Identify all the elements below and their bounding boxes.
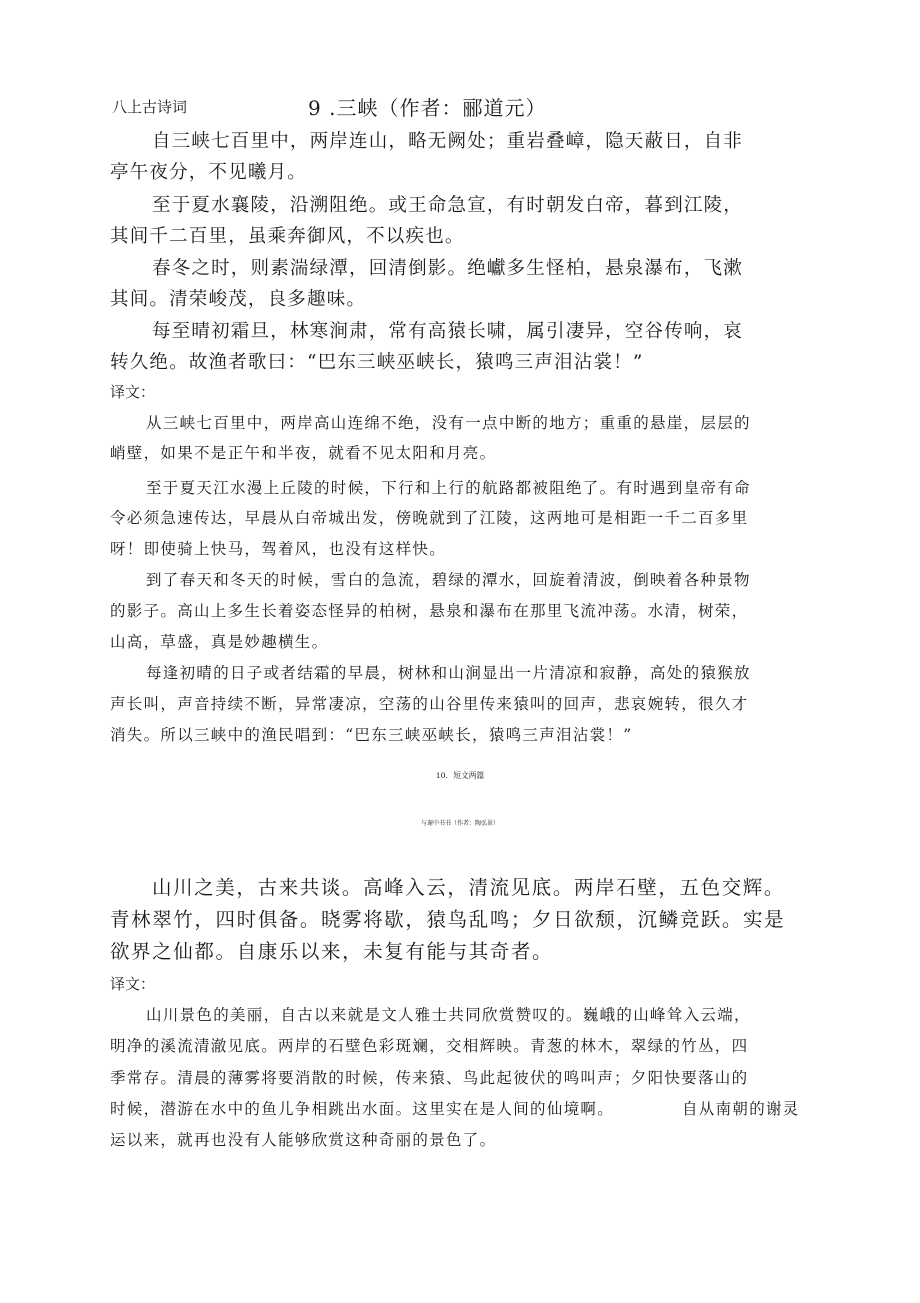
- duanwen-translation-line: 自从南朝的谢灵: [682, 1100, 800, 1118]
- sanxia-translation-line: 声长叫，声音持续不断，异常凄凉，空荡的山谷里传来猿叫的回声，悲哀婉转，很久才: [110, 695, 749, 713]
- duanwen-translation-line: 时候，潜游在水中的鱼儿争相跳出水面。这里实在是人间的仙境啊。: [110, 1100, 615, 1118]
- sanxia-original-line: 亭午夜分，不见曦月。: [110, 162, 308, 183]
- sanxia-original-line: 至于夏水襄陵，沿溯阻绝。或王命急宣，有时朝发白帝，暮到江陵，: [152, 195, 744, 216]
- sanxia-translation-line: 山高，草盛，真是妙趣横生。: [110, 633, 329, 651]
- sanxia-original-line: 每至晴初霜旦，林寒涧肃，常有高猿长啸，属引凄异，空谷传响，哀: [152, 321, 744, 342]
- section-10-title: 10．短文两篇: [435, 771, 485, 780]
- translation-label: 译文：: [110, 975, 156, 993]
- sanxia-original-line: 其间。清荣峻茂，良多趣味。: [110, 289, 367, 310]
- sanxia-original-line: 其间千二百里，虽乘奔御风，不以疾也。: [110, 226, 465, 247]
- duanwen-original-line: 山川之美，古来共谈。高峰入云，清流见底。两岸石壁，五色交辉。: [152, 876, 786, 899]
- sanxia-translation-line: 至于夏天江水漫上丘陵的时候，下行和上行的航路都被阻绝了。有时遇到皇帝有命: [146, 479, 751, 497]
- duanwen-translation-line: 运以来，就再也没有人能够欣赏这种奇丽的景色了。: [110, 1131, 497, 1149]
- duanwen-original-line: 欲界之仙都。自康乐以来，未复有能与其奇者。: [110, 940, 554, 963]
- sanxia-translation-line: 的影子。高山上多生长着姿态怪异的柏树，悬泉和瀑布在那里飞流冲荡。水清，树荣，: [110, 602, 749, 620]
- sanxia-original-line: 自三峡七百里中，两岸连山，略无阙处；重岩叠嶂，隐天蔽日，自非: [152, 131, 744, 152]
- sanxia-translation-line: 到了春天和冬天的时候，雪白的急流，碧绿的潭水，回旋着清波，倒映着各种景物: [146, 571, 751, 589]
- translation-label: 译文：: [110, 383, 156, 401]
- sanxia-translation-line: 峭壁，如果不是正午和半夜，就看不见太阳和月亮。: [110, 444, 497, 462]
- duanwen-translation-line: 明净的溪流清澈见底。两岸的石壁色彩斑斓，交相辉映。青葱的林木，翠绿的竹丛，四: [110, 1037, 749, 1055]
- section-label: 八上古诗词: [112, 98, 188, 116]
- sanxia-original-line: 转久绝。故渔者歌曰：“巴东三峡巫峡长，猿鸣三声泪沾裳！”: [110, 352, 644, 373]
- sanxia-translation-line: 令必须急速传达，早晨从白帝城出发，傍晚就到了江陵，这两地可是相距一千二百多里: [110, 509, 749, 527]
- sanxia-title: 9 .三峡（作者：郦道元）: [308, 96, 547, 120]
- duanwen-translation-line: 山川景色的美丽，自古以来就是文人雅士共同欣赏赞叹的。巍峨的山峰耸入云端，: [146, 1006, 751, 1024]
- duanwen-original-line: 青林翠竹，四时俱备。晓雾将歇，猿鸟乱鸣；夕日欲颓，沉鳞竞跃。实是: [110, 908, 786, 931]
- sanxia-translation-line: 消失。所以三峡中的渔民唱到：“巴东三峡巫峡长，猿鸣三声泪沾裳！”: [110, 726, 633, 744]
- sanxia-translation-line: 从三峡七百里中，两岸高山连绵不绝，没有一点中断的地方；重重的悬崖，层层的: [146, 414, 751, 432]
- sanxia-original-line: 春冬之时，则素湍绿潭，回清倒影。绝巘多生怪柏，悬泉瀑布，飞漱: [152, 258, 744, 279]
- section-10-subtitle: 与谢中书书（作者：陶弘景）: [420, 820, 499, 827]
- sanxia-translation-line: 每逢初晴的日子或者结霜的早晨，树林和山涧显出一片清凉和寂静，高处的猿猴放: [146, 664, 751, 682]
- sanxia-translation-line: 呀！即使骑上快马，驾着风，也没有这样快。: [110, 540, 447, 558]
- duanwen-translation-line: 季常存。清晨的薄雾将要消散的时候，传来猿、鸟此起彼伏的鸣叫声；夕阳快要落山的: [110, 1069, 749, 1087]
